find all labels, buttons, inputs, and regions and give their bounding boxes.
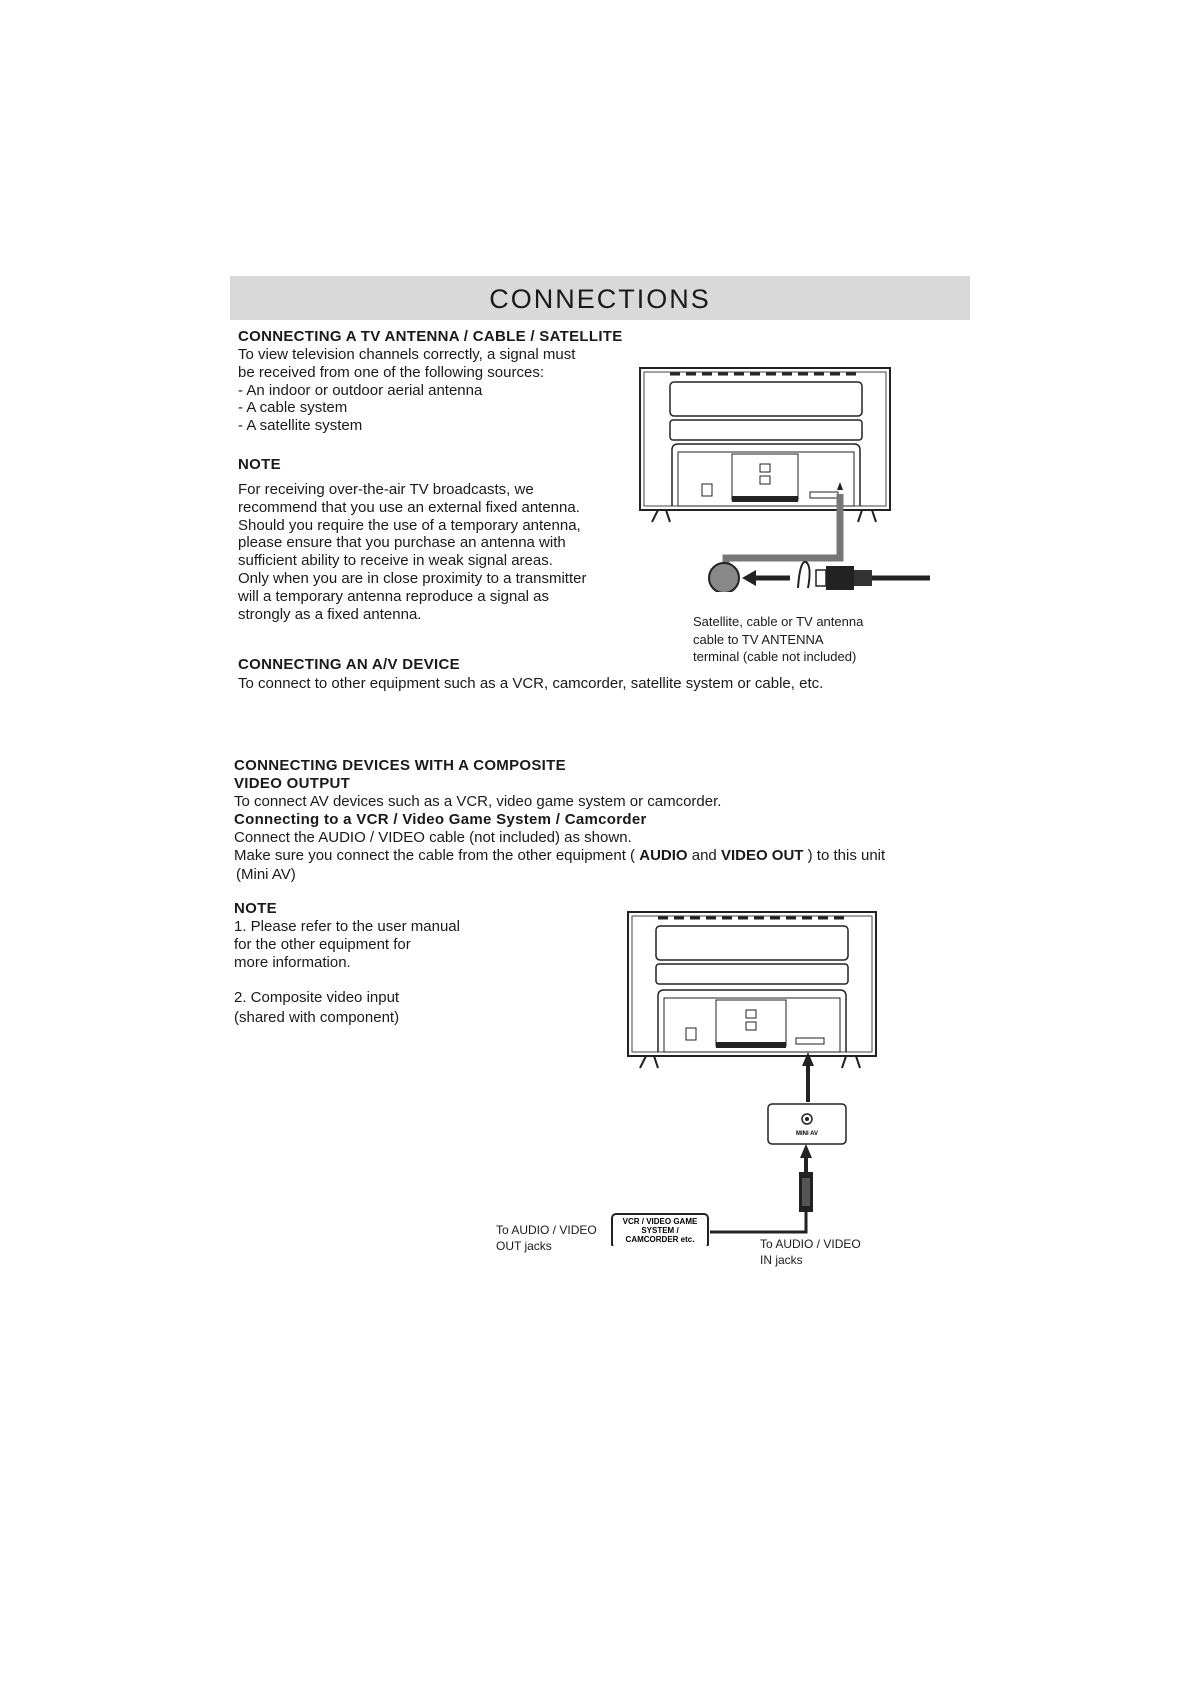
composite-text3 — [234, 847, 885, 865]
av-device-text: To connect to other equipment such as a VCR, camcorder, satellite system or cable, etc. — [238, 675, 824, 692]
in-jacks-line: To AUDIO / VIDEO — [760, 1237, 861, 1251]
composite-text3-audio: AUDIO — [639, 847, 688, 864]
composite-text3-video: VIDEO OUT — [720, 847, 804, 864]
antenna-caption-line: terminal (cable not included) — [693, 649, 857, 664]
antenna-intro-line: - A satellite system — [238, 417, 363, 435]
antenna-diagram — [630, 362, 940, 592]
av-plug-icon — [710, 1144, 813, 1232]
composite-note1-line: for the other equipment for — [234, 935, 411, 953]
antenna-note-line: Should you require the use of a temporary antenna, — [238, 516, 581, 534]
out-jacks-line: OUT jacks — [496, 1239, 552, 1253]
in-jacks-caption — [760, 1236, 861, 1268]
antenna-note — [238, 481, 586, 623]
antenna-caption — [693, 613, 863, 666]
composite-subheading: Connecting to a VCR / Video Game System / Camcorder — [234, 811, 647, 828]
composite-heading-line2: VIDEO OUTPUT — [234, 775, 351, 792]
page-title: CONNECTIONS — [489, 284, 711, 314]
antenna-note-line: recommend that you use an external fixed antenna. — [238, 498, 580, 516]
device-label-line: SYSTEM / — [641, 1226, 679, 1235]
device-box — [612, 1214, 708, 1246]
composite-heading-line1: CONNECTING DEVICES WITH A COMPOSITE — [234, 757, 566, 774]
composite-note-heading: NOTE — [234, 900, 277, 917]
antenna-caption-line: cable to TV ANTENNA — [693, 631, 824, 647]
composite-text3-line2: (Mini AV) — [236, 866, 296, 883]
tv-rear-icon — [628, 912, 876, 1068]
composite-text3-and: and — [691, 847, 717, 864]
antenna-caption-line: Satellite, cable or TV antenna — [693, 614, 864, 629]
composite-note1 — [234, 918, 460, 971]
composite-text1: To connect AV devices such as a VCR, video game system or camcorder. — [234, 793, 722, 810]
antenna-note-line: Only when you are in close proximity to a transmitter — [238, 569, 587, 587]
composite-text2: Connect the AUDIO / VIDEO cable (not included) as shown. — [234, 829, 632, 846]
antenna-note-line: will a temporary antenna reproduce a signal as — [238, 587, 550, 605]
composite-note2 — [234, 988, 399, 1028]
arrow-up-icon — [802, 1052, 814, 1102]
antenna-note-line: For receiving over-the-air TV broadcasts, we — [238, 481, 534, 498]
antenna-note-line: sufficient ability to receive in weak signal areas. — [238, 552, 553, 570]
antenna-intro-line: - An indoor or outdoor aerial antenna — [238, 381, 483, 399]
out-jacks-line: To AUDIO / VIDEO — [496, 1223, 597, 1237]
in-jacks-line: IN jacks — [760, 1253, 803, 1267]
composite-note2-line: (shared with component) — [234, 1009, 400, 1026]
antenna-intro — [238, 346, 575, 435]
out-jacks-caption — [496, 1222, 597, 1254]
composite-text3-prefix: Make sure you connect the cable from the other equipment ( — [234, 847, 636, 864]
mini-av-label: MINI AV — [796, 1131, 818, 1137]
mini-av-port — [768, 1104, 846, 1144]
device-label-line: VCR / VIDEO GAME — [622, 1217, 698, 1226]
composite-note1-line: more information. — [234, 953, 351, 971]
composite-diagram — [600, 906, 920, 1246]
tv-rear-icon — [640, 368, 890, 522]
composite-note1-line: 1. Please refer to the user manual — [234, 918, 460, 935]
antenna-note-line: strongly as a fixed antenna. — [238, 605, 422, 623]
antenna-terminal-icon — [709, 563, 739, 592]
antenna-note-heading: NOTE — [238, 456, 281, 473]
antenna-heading: CONNECTING A TV ANTENNA / CABLE / SATELLITE — [238, 328, 623, 345]
antenna-note-line: please ensure that you purchase an antenna with — [238, 534, 566, 552]
composite-text3-suffix: ) to this unit — [807, 847, 886, 864]
plug-arrow-icon — [742, 562, 930, 590]
composite-note2-line: 2. Composite video input — [234, 989, 400, 1006]
antenna-intro-line: be received from one of the following sources: — [238, 363, 544, 381]
antenna-intro-line: To view television channels correctly, a signal must — [238, 346, 576, 363]
av-device-heading: CONNECTING AN A/V DEVICE — [238, 656, 460, 673]
antenna-intro-line: - A cable system — [238, 399, 348, 417]
device-label-line: CAMCORDER etc. — [625, 1235, 695, 1244]
